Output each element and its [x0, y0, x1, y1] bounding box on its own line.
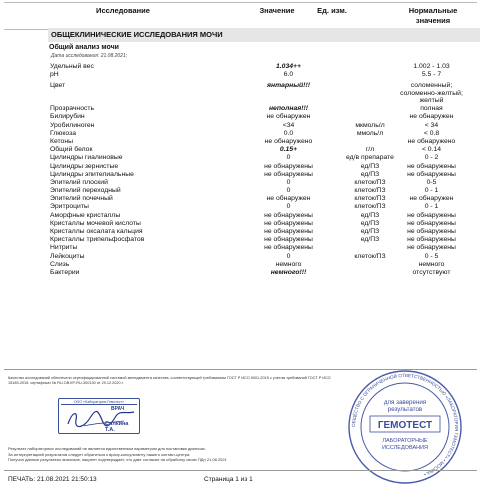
print-timestamp: ПЕЧАТЬ: 21.08.2021 21:50:13 [8, 476, 97, 483]
test-unit: клеток/ПЗ [354, 187, 386, 195]
table-row [48, 261, 477, 269]
test-name: Кристаллы трипельфосфатов [50, 236, 145, 244]
test-value: немного [275, 260, 302, 268]
test-norm-line: соломенный; [410, 82, 453, 90]
table-row [48, 138, 477, 146]
stamp-person: Силкина Т.А. [105, 421, 129, 433]
test-unit: ед/ПЗ [360, 236, 380, 244]
test-norm: не обнаружен [409, 113, 454, 121]
certification-text: Качество исследований обеспечено сертифицированной системой менеджмента качества, соответствующей требованиям ГОСТ Р ИСО 9001-2015 с учетом требований ГОСТ Р ИСО 15189-2015. сертификат № RU.ОВ.КР-RU-300130 от 29.12.2020 г. [8, 376, 331, 385]
test-value: янтарный!!! [267, 82, 310, 90]
header-norm-line1: Нормальные [408, 6, 458, 15]
test-unit: клеток/ПЗ [354, 195, 386, 203]
table-row [48, 130, 477, 138]
test-value: 0.15+ [279, 146, 298, 154]
test-norm: 5.5 - 7 [421, 71, 442, 79]
test-name: Удельный вес [50, 63, 94, 70]
subsection-title: Общий анализ мочи [49, 44, 119, 51]
table-row [48, 154, 477, 162]
test-norm: < 0.8 [423, 129, 440, 137]
table-row [48, 71, 477, 82]
test-value: не обнаружены [264, 228, 313, 235]
test-unit: ед/ПЗ [360, 162, 380, 170]
table-row [48, 171, 477, 179]
test-norm: не обнаружены [407, 244, 456, 252]
test-unit: г/л [365, 146, 375, 154]
test-unit: ед/в препарате [346, 154, 394, 162]
table-row [48, 212, 477, 220]
test-name: Аморфные кристаллы [50, 211, 121, 219]
table-row [48, 203, 477, 211]
test-unit: мкмоль/л [355, 121, 385, 129]
test-value: не обнаружен [266, 113, 311, 121]
disclaimer-line2: За интерпретацией результатов следует обратиться к врачу-консультанту нашего контакт-центра. [8, 451, 191, 457]
test-name: Общий белок [50, 146, 93, 154]
test-norm [386, 82, 477, 105]
test-norm: 0 - 1 [424, 187, 439, 195]
test-norm: 0 - 1 [424, 203, 439, 211]
test-norm: < 0.14 [421, 146, 442, 154]
test-name: Билирубин [50, 113, 85, 121]
test-unit: ммоль/л [356, 129, 384, 137]
test-unit: ед/ПЗ [360, 219, 380, 227]
test-norm: не обнаружен [409, 195, 454, 203]
section-title: ОБЩЕКЛИНИЧЕСКИЕ ИССЛЕДОВАНИЯ МОЧИ [48, 28, 480, 42]
test-unit: ед/ПЗ [360, 228, 380, 235]
test-value: не обнаружено [264, 137, 313, 145]
test-name: Цилиндры зернистые [50, 162, 119, 170]
test-value: не обнаружены [264, 170, 313, 178]
table-row [48, 82, 477, 105]
test-norm: 0 - 2 [424, 154, 439, 162]
test-name: Цилиндры эпителиальные [50, 170, 134, 178]
header-test: Исследование [96, 6, 150, 15]
table-row [48, 113, 477, 121]
test-value: 0 [286, 178, 291, 186]
lab-seal [340, 368, 470, 486]
test-value: <34 [282, 121, 295, 129]
test-norm: отсутствуют [412, 268, 451, 276]
table-row [48, 195, 477, 203]
test-norm: не обнаружены [407, 236, 456, 244]
test-value: не обнаружены [264, 162, 313, 170]
test-name: Эритроциты [50, 203, 89, 211]
test-value: 0 [286, 252, 291, 260]
test-value: не обнаружены [264, 236, 313, 244]
header-norm-line2: значения [415, 16, 451, 25]
test-norm: не обнаружены [407, 162, 456, 170]
test-unit: клеток/ПЗ [354, 203, 386, 211]
seal-line1: для заверения [383, 399, 427, 406]
test-value: не обнаружены [264, 244, 313, 252]
test-norm-line: соломенно-желтый; [400, 89, 463, 97]
disclaimer-line3: Получил данные результаты анализов, пациент подтверждает, что дает согласие на обработку своих ПДн 21.08.2021 [8, 457, 227, 462]
test-name: Нитриты [50, 244, 78, 252]
test-norm: не обнаружены [407, 211, 456, 219]
test-name: Кристаллы оксалата кальция [50, 228, 143, 235]
research-date: Дата исследования: 21.08.2021; [51, 53, 128, 59]
test-value: 0 [286, 154, 291, 162]
seal-line3: ЛАБОРАТОРНЫЕ [382, 438, 428, 444]
test-name: Уробилиноген [50, 121, 95, 129]
test-norm-line: желтый [419, 97, 444, 105]
test-norm: не обнаружены [407, 170, 456, 178]
test-name: Бактерии [50, 268, 80, 276]
page-number: Страница 1 из 1 [204, 476, 253, 483]
test-name: Глюкоза [50, 129, 77, 137]
test-value: немного!!! [270, 268, 307, 276]
test-norm: не обнаружено [407, 137, 456, 145]
test-unit: клеток/ПЗ [354, 178, 386, 186]
table-row [48, 179, 477, 187]
test-norm: 0 - 5 [424, 252, 439, 260]
seal-brand: ГЕМОТЕСТ [377, 420, 433, 431]
test-norm: < 34 [424, 121, 439, 129]
table-row [48, 253, 477, 261]
test-unit: ед/ПЗ [360, 170, 380, 178]
footer-divider [4, 470, 477, 471]
seal-line4: ИССЛЕДОВАНИЯ [381, 445, 429, 451]
test-name: Слизь [50, 260, 70, 268]
test-name: Кристаллы мочевой кислоты [50, 219, 141, 227]
test-value: 0 [286, 203, 291, 211]
test-norm: 0-5 [426, 178, 437, 186]
test-name: Эпителий плоский [50, 178, 108, 186]
test-norm: 1.002 - 1.03 [413, 63, 450, 70]
seal-line2: результатов [387, 406, 423, 413]
test-value: не обнаружен [266, 195, 311, 203]
test-value: неполная!!! [268, 105, 309, 113]
test-value: 0 [286, 187, 291, 195]
test-value: 6.0 [283, 71, 294, 79]
table-header [4, 2, 477, 30]
test-name: Цилиндры гиалиновые [50, 154, 123, 162]
test-name: Лейкоциты [50, 252, 85, 260]
test-norm: не обнаружены [407, 219, 456, 227]
test-norm: полная [420, 105, 443, 113]
test-value: не обнаружены [264, 211, 313, 219]
test-name: Прозрачность [50, 105, 95, 113]
disclaimer [8, 446, 328, 463]
test-norm: немного [418, 260, 445, 268]
stamp-org: ООО «Лаборатория Гемотест» [61, 400, 137, 405]
test-unit: ед/ПЗ [360, 211, 380, 219]
test-name: Эпителий почечный [50, 195, 113, 203]
table-row [48, 122, 477, 130]
test-value: 0.0 [283, 129, 294, 137]
seal-ring-text: ОБЩЕСТВО С ОГРАНИЧЕННОЙ ОТВЕТСТВЕННОСТЬЮ «ЛАБОРАТОРИЯ ГЕМОТЕСТ» • МОСКВА • [350, 372, 460, 478]
header-value: Значение [259, 6, 295, 15]
table-row [48, 228, 477, 236]
table-row [48, 63, 477, 71]
table-row [48, 146, 477, 154]
table-row [48, 244, 477, 252]
header-unit: Ед. изм. [317, 6, 347, 15]
test-name: Эпителий переходный [50, 187, 121, 195]
test-name: pH [50, 71, 59, 79]
test-value: не обнаружены [264, 219, 313, 227]
doctor-signature [64, 404, 144, 434]
test-unit: клеток/ПЗ [354, 252, 386, 260]
table-row [48, 163, 477, 171]
stamp-role: ВРАЧ [111, 406, 125, 412]
test-value: 1.034++ [276, 63, 301, 70]
results-table [48, 63, 477, 277]
disclaimer-line1: Результат лабораторных исследований не является единственным параметром для постановки диагноза. [8, 446, 206, 451]
table-row [48, 220, 477, 228]
test-norm: не обнаружены [407, 228, 456, 235]
table-row [48, 269, 477, 277]
test-name: Кетоны [50, 137, 73, 145]
test-name: Цвет [50, 82, 66, 90]
header-norm [388, 6, 478, 26]
